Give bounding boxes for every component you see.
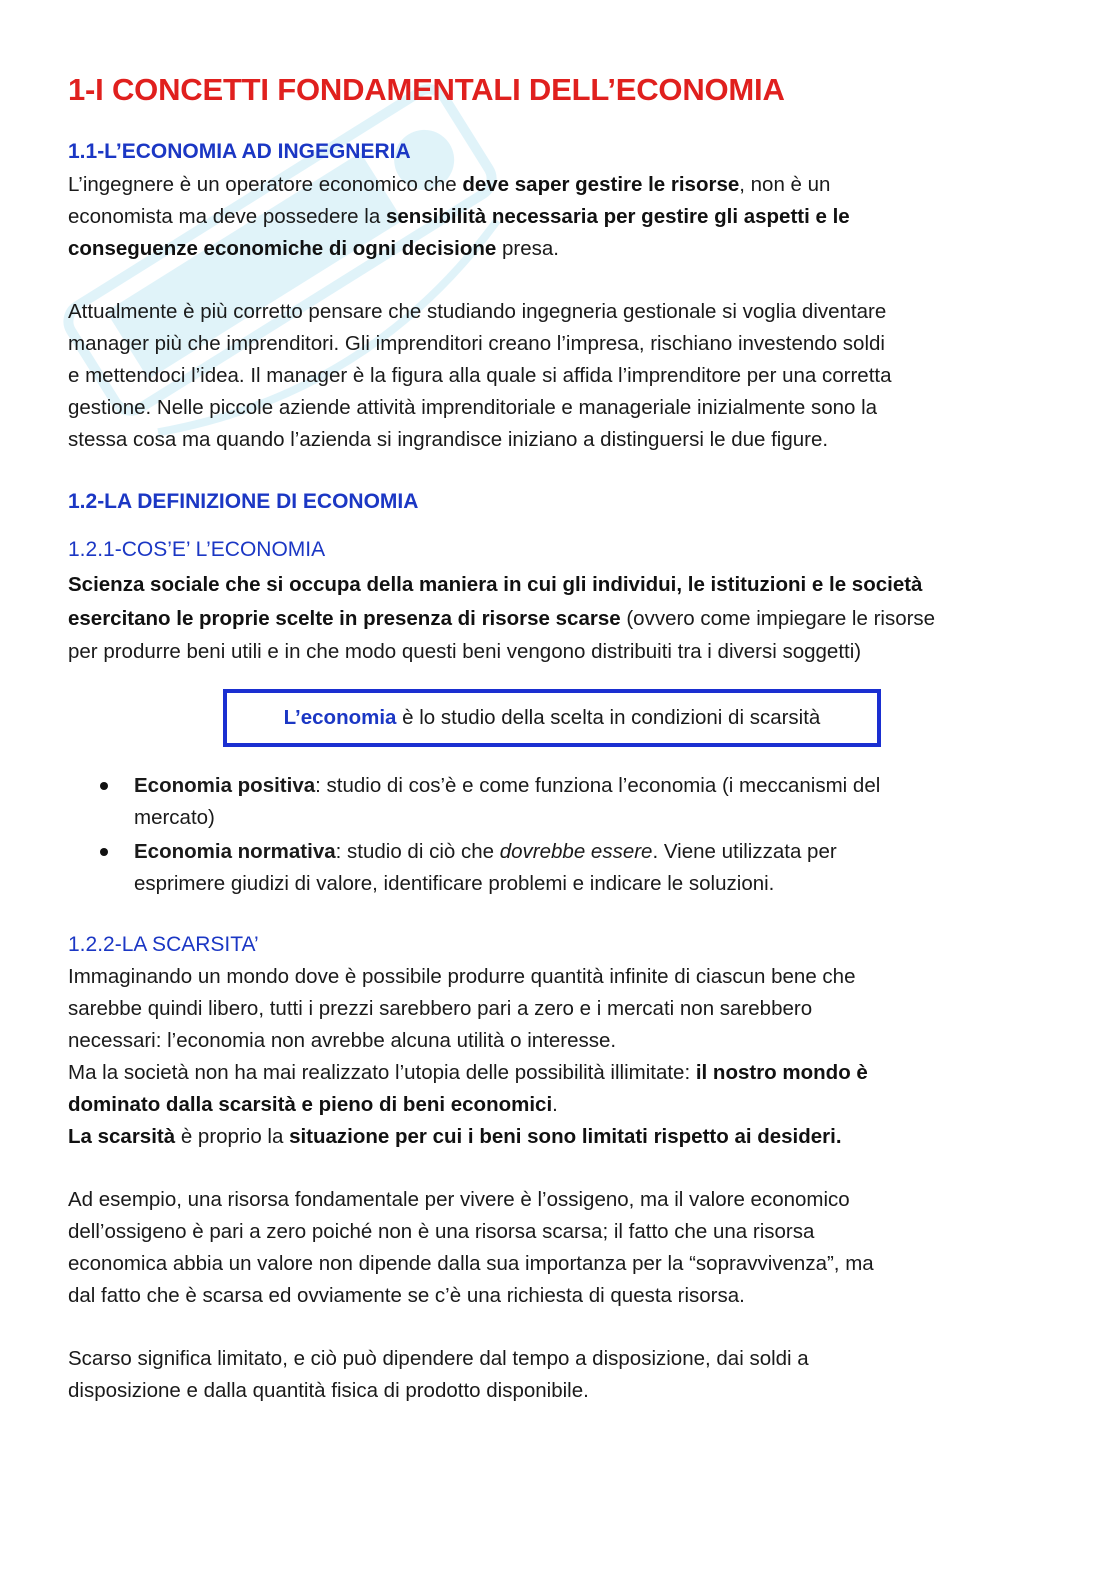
paragraph-ossigeno: Ad esempio, una risorsa fondamentale per vivere è l’ossigeno, ma il valore economico dell’ossigeno è pari a zero poiché non è una risorsa scarsa; il fatto che una risorsa economica abbia un valore non dipende dalla sua importanza per la “sopravvivenza”, ma dal fatto che è scarsa ed ovviamente se c’è una richiesta di questa risorsa. bbox=[68, 1188, 874, 1307]
paragraph-definition: Scienza sociale che si occupa della maniera in cui gli individui, le istituzioni e le società esercitano le proprie scelte in presenza di risorse scarse (ovvero come impiegare le risorse per produrre beni utili e in che modo questi beni vengono distribuiti tra i diversi soggetti) bbox=[68, 573, 936, 663]
list-item: Economia normativa: studio di ciò che dovrebbe essere. Viene utilizzata per esprimere giudizi di valore, identificare problemi e indicare le soluzioni. bbox=[68, 836, 1058, 900]
list-item: Economia positiva: studio di cos’è e come funziona l’economia (i meccanismi del mercato) bbox=[68, 770, 1058, 834]
paragraph-scarso: Scarso significa limitato, e ciò può dipendere dal tempo a disposizione, dai soldi a disposizione e dalla quantità fisica di prodotto disponibile. bbox=[68, 1347, 809, 1402]
bullet-icon bbox=[100, 848, 108, 856]
paragraph-1-1-intro: L’ingegnere è un operatore economico che deve saper gestire le risorse, non è un economista ma deve possedere la sensibilità necessaria per gestire gli aspetti e le conseguenze economiche di ogni decisione presa. bbox=[68, 173, 850, 260]
bullet-icon bbox=[100, 782, 108, 790]
page-title: 1-I CONCETTI FONDAMENTALI DELL’ECONOMIA bbox=[68, 72, 785, 107]
section-heading-1-2-2: 1.2.2-LA SCARSITA’ bbox=[68, 933, 259, 956]
definition-term: L’economia bbox=[283, 706, 397, 729]
definition-text: è lo studio della scelta in condizioni di scarsità bbox=[396, 706, 821, 729]
paragraph-scarsita: Immaginando un mondo dove è possibile produrre quantità infinite di ciascun bene che sarebbe quindi libero, tutti i prezzi sarebbero pari a zero e i mercati non sarebbero necessari: l’economia non avrebbe alcuna utilità o interesse. Ma la società non ha mai realizzato l’utopia delle possibilità illimitate: il nostro mondo è dominato dalla scarsità e pieno di beni economici. La scarsità è proprio la situazione per cui i beni sono limitati rispetto ai desideri. bbox=[68, 965, 868, 1148]
definition-box bbox=[223, 689, 881, 747]
bullet-list bbox=[68, 770, 1058, 902]
paragraph-1-1-manager: Attualmente è più corretto pensare che studiando ingegneria gestionale si voglia diventare manager più che imprenditori. Gli imprenditori creano l’impresa, rischiano investendo soldi e mettendoci l’idea. Il manager è la figura alla quale si affida l’imprenditore per una corretta gestione. Nelle piccole aziende attività imprenditoriale e manageriale inizialmente sono la stessa cosa ma quando l’azienda si ingrandisce iniziano a distinguersi le due figure. bbox=[68, 300, 892, 451]
section-heading-1-1: 1.1-L’ECONOMIA AD INGEGNERIA bbox=[68, 140, 411, 163]
section-heading-1-2: 1.2-LA DEFINIZIONE DI ECONOMIA bbox=[68, 490, 419, 513]
section-heading-1-2-1: 1.2.1-COS’E’ L’ECONOMIA bbox=[68, 538, 326, 561]
